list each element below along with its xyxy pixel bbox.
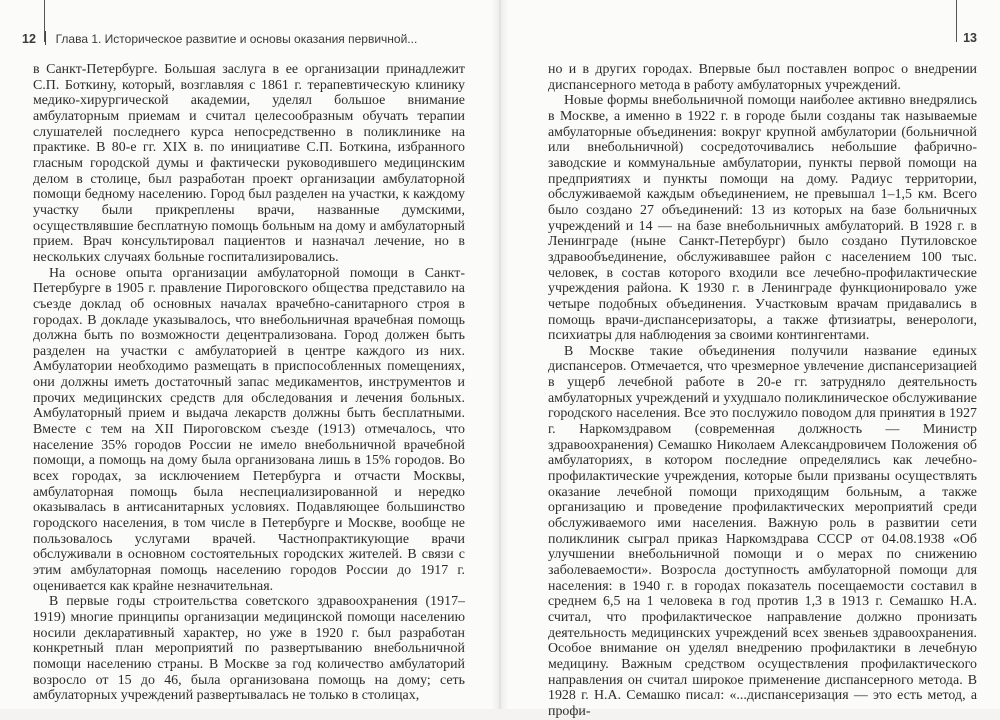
right-header-rule [956, 0, 957, 42]
left-running-header [22, 31, 417, 46]
paragraph: В первые годы строительства советского здравоохранения (1917–1919) многие принципы организации медицинской помощи населению носили декларативный характер, но уже в 1920 г. был разработан конкретный план мероприятий по развертыванию внебольничной помощи населению страны. В Москве за год количество амбулаторий возросло от 15 до 46, была организована помощь на дому; сеть амбулаторных учреждений развертывалась не только в столицах, [33, 594, 465, 704]
right-page-body [548, 62, 977, 720]
paragraph: но и в других городах. Впервые был поставлен вопрос о внедрении диспансерного метода в работу амбулаторных учреждений. [548, 62, 977, 93]
book-gutter [492, 0, 508, 709]
paragraph: Новые формы внебольничной помощи наиболее активно внедрялись в Москве, а именно в 1922 г. в городе были созданы так называемые амбулаторные объединения: вокруг крупной амбулатории (больничной или внебольничной) сосредоточивались небольшие фабрично-заводские и коммунальные амбулатории, пункты первой помощи на предприятиях и пункты помощи на дому. Радиус территории, обслуживаемой каждым объединением, не превышал 1–1,5 км. Всего было создано 27 объединений: 13 из которых на базе больничных учреждений и 14 — на базе внебольничных амбулаторий. В 1928 г. в Ленинграде (ныне Санкт-Петербург) было создано Путиловское здравообъединение, обслуживавшее район с населением 100 тыс. человек, в состав которого входили все лечебно-профилактические учреждения района. К 1930 г. в Ленинграде функционировало уже четыре подобных объединения. Участковым врачам придавались в помощь врачи-диспансеризаторы, а также фтизиатры, венерологи, психиатры для наблюдения за своими контингентами. [548, 93, 977, 344]
paragraph: На основе опыта организации амбулаторной помощи в Санкт-Петербурге в 1905 г. правление Пироговского общества представило на съезде доклад об основных началах врачебно-санитарного строя в городах. В докладе указывалось, что внебольничная врачебная помощь должна быть по возможности децентрализована. Город должен быть разделен на участки с амбулаторией в центре каждого из них. Амбулатории необходимо размещать в приспособленных помещениях, они должны иметь достаточный запас медикаментов, инструментов и прочих медицинских средств для обследования и лечения больных. Амбулаторный прием и выдача лекарств должны быть бесплатными. Вместе с тем на XII Пироговском съезде (1913) отмечалось, что население 35% городов России не имело внебольничной врачебной помощи, а помощь на дому была организована лишь в 15% городов. Во всех городах, за исключением Петербурга и отчасти Москвы, амбулаторная помощь была неспециализированной и нередко оказывалась в антисанитарных условиях. Подавляющее большинство городского населения, в том числе в Петербурге и Москве, вообще не пользовалось услугами врачей. Частнопрактикующие врачи обслуживали в основном состоятельных городских жителей. В связи с этим амбулаторная помощь населению городов России до 1917 г. оценивается как крайне незначительная. [33, 265, 465, 594]
right-running-header [963, 31, 977, 45]
left-page-body [33, 62, 465, 704]
header-separator [45, 31, 46, 45]
chapter-title: Глава 1. Историческое развитие и основы оказания первичной... [55, 32, 418, 46]
paragraph: В Москве такие объединения получили название единых диспансеров. Отмечается, что чрезмерное увлечение диспансеризацией в ущерб лечебной работе в 20-е гг. затрудняло деятельность амбулаторных учреждений и ухудшало поликлиническое обслуживание городского населения. Все это послужило поводом для принятия в 1927 г. Наркомздравом (современная должность — Министр здравоохранения) Семашко Николаем Александровичем Положения об амбулаториях, в котором последние определялись как лечебно-профилактические учреждения, которые были призваны осуществлять оказание лечебной помощи приходящим больным, а также организацию и проведение профилактических мероприятий среди обслуживаемого ими населения. Важную роль в развитии сети поликлиник сыграл приказ Наркомздрава СССР от 04.08.1938 «Об улучшении внебольничной помощи и о мерах по снижению заболеваемости». Возросла доступность амбулаторной помощи для населения: в 1940 г. в городах показатель посещаемости составил в среднем 6,5 на 1 человека в год против 1,3 в 1913 г. Семашко Н.А. считал, что профилактическое направление должно пронизать деятельность медицинских учреждений всех звеньев здравоохранения. Особое внимание он уделял внедрению профилактики в лечебную медицину. Важным средством осуществления профилактического направления он считал широкое применение диспансерного метода. В 1928 г. Н.А. Семашко писал: «...диспансеризация — это есть метод, а профи- [548, 343, 977, 719]
paragraph: в Санкт-Петербурге. Большая заслуга в ее организации принадлежит С.П. Боткину, который, возглавляя с 1861 г. терапевтическую клинику медико-хирургической академии, уделял большое внимание амбулаторным приемам и считал целесообразным обучать терапии слушателей последнего курса непосредственно в поликлинике на практике. В 80-е гг. XIX в. по инициативе С.П. Боткина, избранного гласным городской думы и фактически руководившего медицинским делом в столице, был разработан проект организации амбулаторной помощи бедному населению. Город был разделен на участки, к каждому участку были прикреплены врачи, названные думскими, осуществлявшие бесплатную помощь больным на дому и амбулаторный прием. Врач консультировал пациентов и назначал лечение, но в нескольких случаях больные госпитализировались. [33, 62, 465, 265]
right-page-number: 13 [963, 31, 977, 45]
left-page-number: 12 [22, 32, 36, 46]
